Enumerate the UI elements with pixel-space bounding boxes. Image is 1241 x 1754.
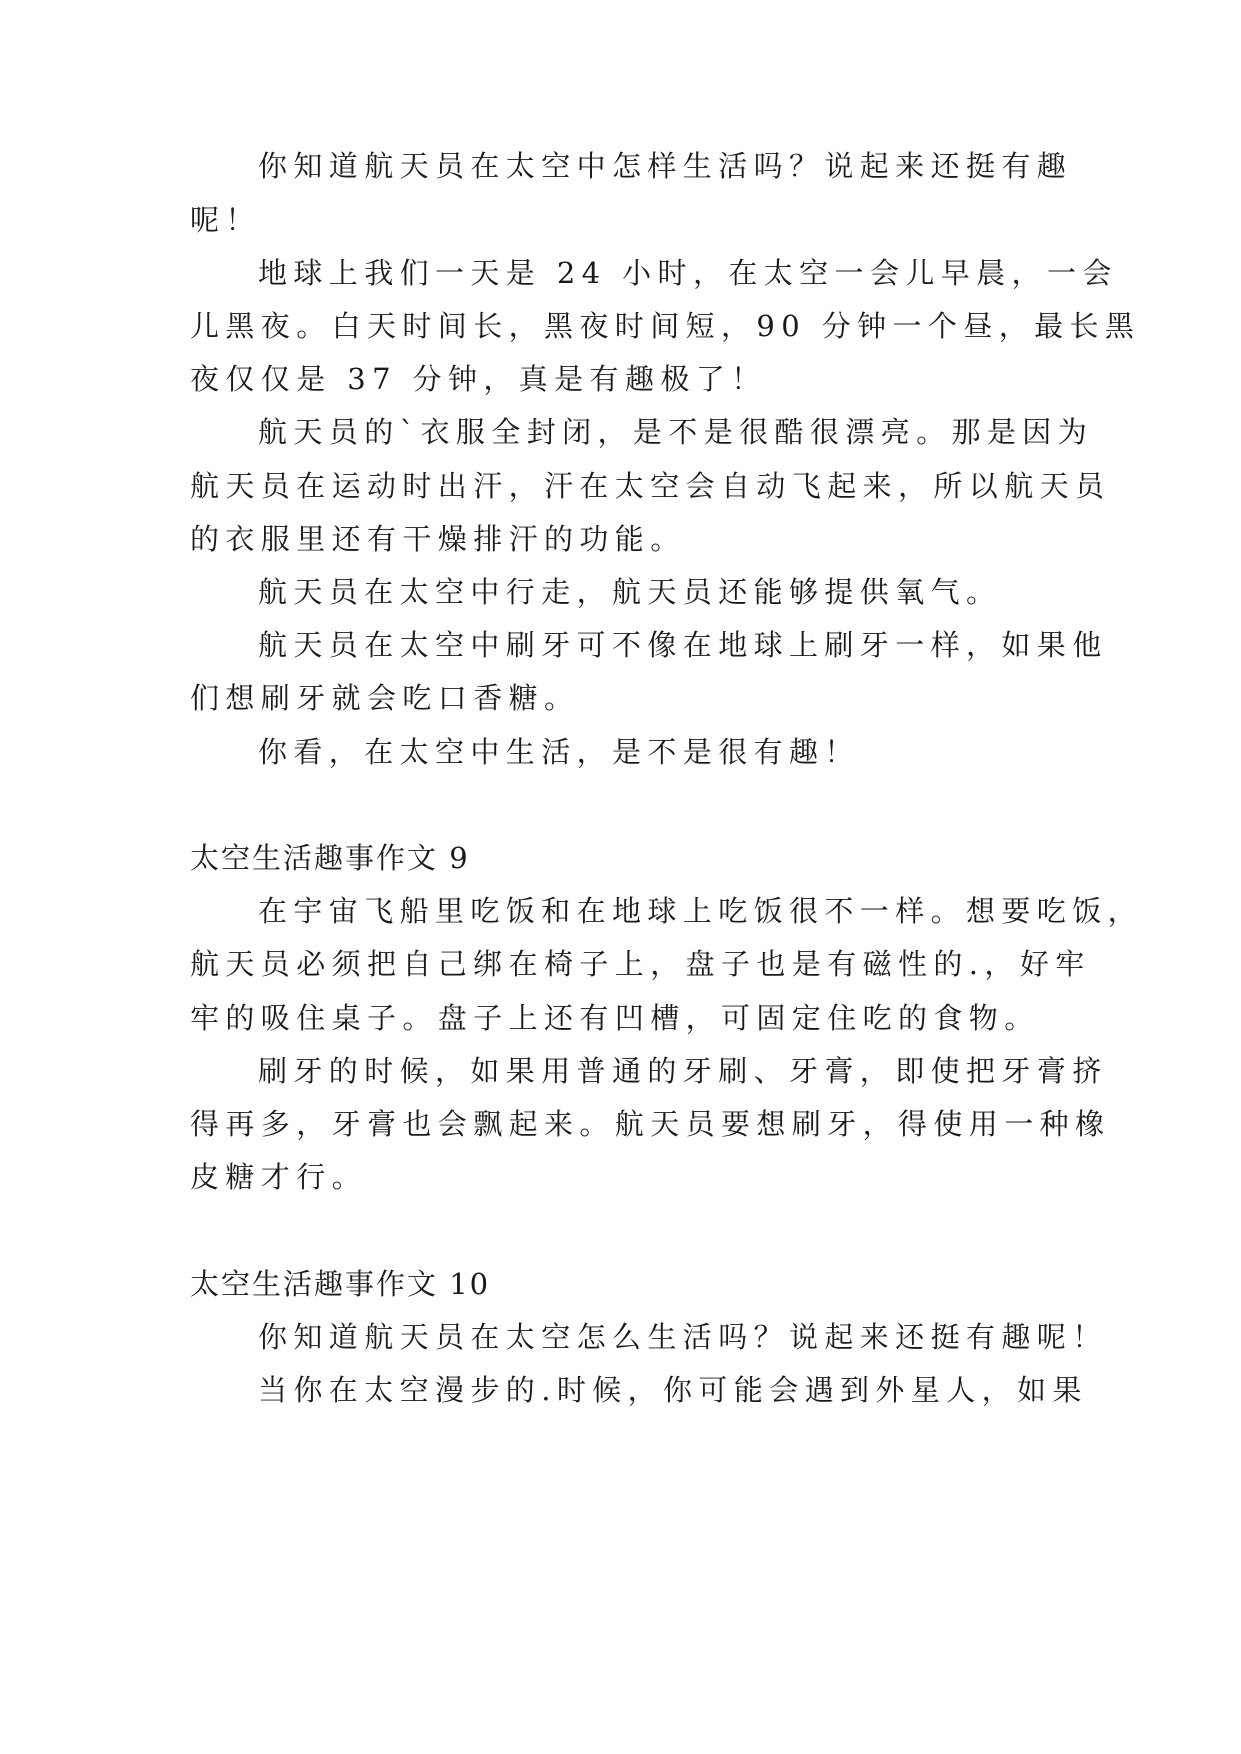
section-heading: 太空生活趣事作文 10 <box>190 1267 491 1301</box>
paragraph-line: 们想刷牙就会吃口香糖。 <box>190 681 580 715</box>
paragraph-line: 你知道航天员在太空怎么生活吗？说起来还挺有趣呢！ <box>258 1320 1108 1354</box>
section-heading: 太空生活趣事作文 9 <box>190 841 470 875</box>
paragraph-line: 在宇宙飞船里吃饭和在地球上吃饭很不一样。想要吃饭， <box>258 894 1144 928</box>
paragraph-line: 航天员必须把自己绑在椅子上，盘子也是有磁性的.，好牢 <box>190 947 1091 981</box>
paragraph-line: 当你在太空漫步的.时候，你可能会遇到外星人，如果 <box>258 1373 1088 1407</box>
paragraph-line: 的衣服里还有干燥排汗的功能。 <box>190 522 686 556</box>
paragraph-line: 地球上我们一天是 24 小时，在太空一会儿早晨，一会 <box>258 256 1118 290</box>
paragraph-line: 牢的吸住桌子。盘子上还有凹槽，可固定住吃的食物。 <box>190 1001 1040 1035</box>
paragraph-line: 航天员在运动时出汗，汗在太空会自动飞起来，所以航天员 <box>190 469 1111 503</box>
paragraph-line: 航天员的`衣服全封闭，是不是很酷很漂亮。那是因为 <box>258 415 1094 449</box>
paragraph-line: 航天员在太空中刷牙可不像在地球上刷牙一样，如果他 <box>258 628 1108 662</box>
paragraph-line: 你知道航天员在太空中怎样生活吗？说起来还挺有趣 <box>258 149 1073 183</box>
paragraph-line: 呢！ <box>190 203 261 237</box>
paragraph-line: 夜仅仅是 37 分钟，真是有趣极了！ <box>190 362 767 396</box>
paragraph-line: 刷牙的时候，如果用普通的牙刷、牙膏，即使把牙膏挤 <box>258 1054 1108 1088</box>
paragraph-line: 航天员在太空中行走，航天员还能够提供氧气。 <box>258 575 1002 609</box>
paragraph-line: 皮糖才行。 <box>190 1160 368 1194</box>
paragraph-line: 你看，在太空中生活，是不是很有趣！ <box>258 735 860 769</box>
paragraph-line: 得再多，牙膏也会飘起来。航天员要想刷牙，得使用一种橡 <box>190 1107 1111 1141</box>
paragraph-line: 儿黑夜。白天时间长，黑夜时间短，90 分钟一个昼，最长黑 <box>190 309 1141 343</box>
